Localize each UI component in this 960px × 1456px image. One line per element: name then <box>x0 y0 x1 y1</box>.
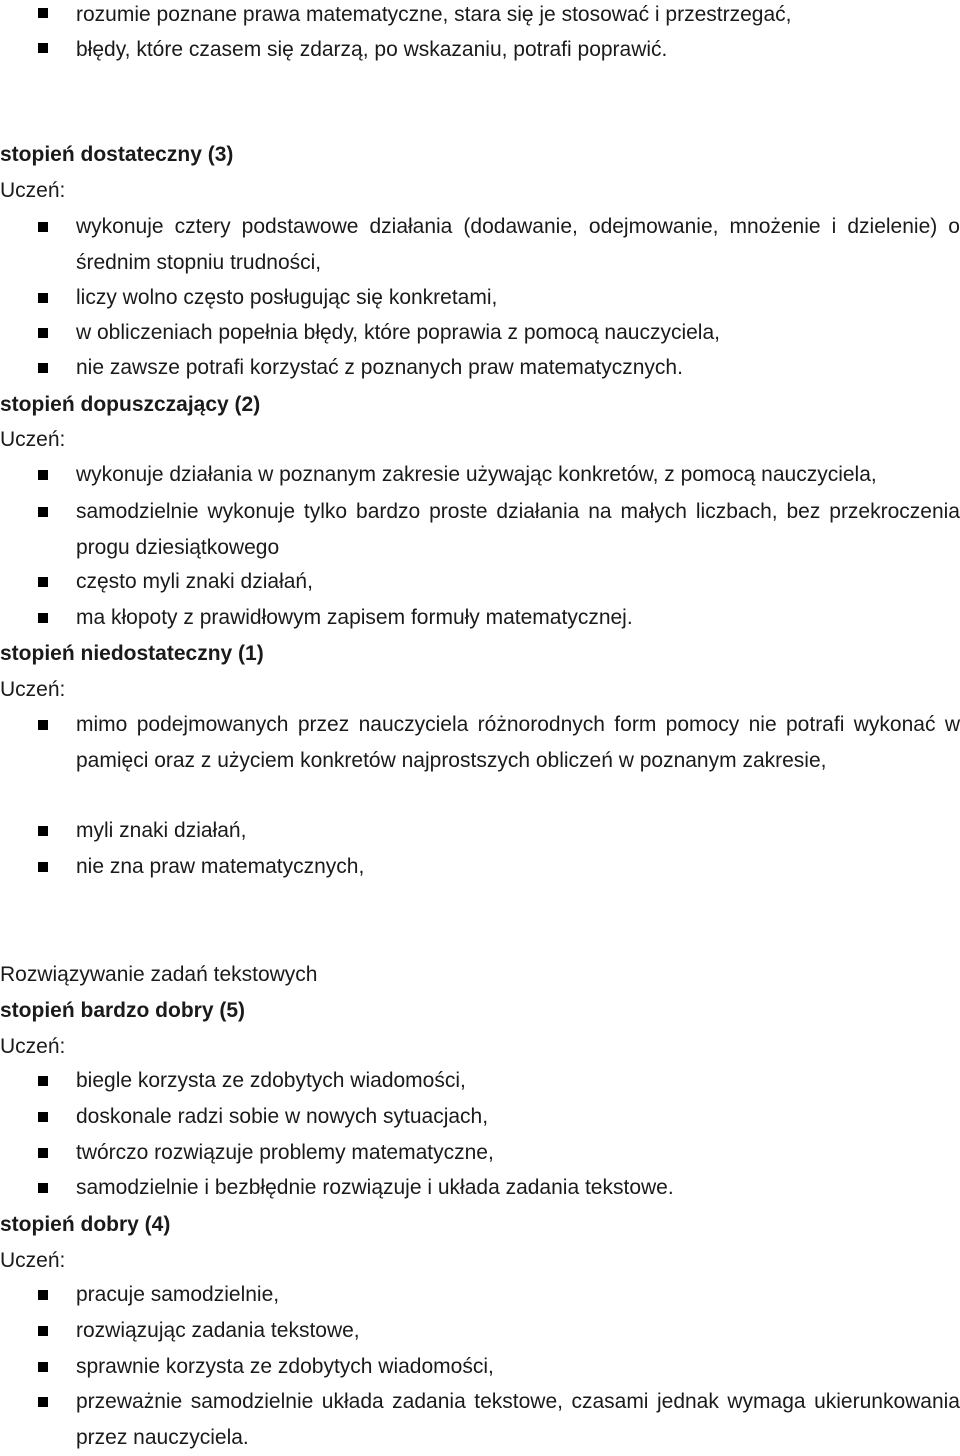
list-item: samodzielnie i bezbłędnie rozwiązuje i układa zadania tekstowe. <box>76 1176 674 1199</box>
bullet-icon <box>38 8 48 18</box>
bullet-icon <box>38 1362 48 1372</box>
bullet-icon <box>38 1112 48 1122</box>
list-item: wykonuje cztery podstawowe działania (dodawanie, odejmowanie, mnożenie i dzielenie) o średnim stopniu trudności, <box>76 215 960 274</box>
list-item: wykonuje działania w poznanym zakresie używając konkretów, z pomocą nauczyciela, <box>76 463 877 486</box>
bullet-icon <box>38 1148 48 1158</box>
list-item: w obliczeniach popełnia błędy, które poprawia z pomocą nauczyciela, <box>76 321 720 344</box>
bullet-icon <box>38 470 48 480</box>
list-item: myli znaki działań, <box>76 819 247 842</box>
grade-heading: stopień bardzo dobry (5) <box>0 999 246 1022</box>
grade-heading: stopień dostateczny (3) <box>0 143 234 166</box>
bullet-icon <box>38 613 48 623</box>
bullet-icon <box>38 826 48 836</box>
bullet-icon <box>38 720 48 730</box>
list-item: nie zna praw matematycznych, <box>76 855 365 878</box>
bullet-icon <box>38 1290 48 1300</box>
bullet-icon <box>38 222 48 232</box>
bullet-icon <box>38 862 48 872</box>
student-label: Uczeń: <box>0 179 66 202</box>
bullet-icon <box>38 363 48 373</box>
student-label: Uczeń: <box>0 1249 66 1272</box>
bullet-icon <box>38 1183 48 1193</box>
list-item: rozwiązując zadania tekstowe, <box>76 1319 360 1342</box>
list-item: rozumie poznane prawa matematyczne, stara się je stosować i przestrzegać, <box>76 3 792 26</box>
list-item: twórczo rozwiązuje problemy matematyczne, <box>76 1141 494 1164</box>
list-item: błędy, które czasem się zdarzą, po wskazaniu, potrafi poprawić. <box>76 38 668 61</box>
list-item: nie zawsze potrafi korzystać z poznanych praw matematycznych. <box>76 356 683 379</box>
list-item: doskonale radzi sobie w nowych sytuacjach, <box>76 1105 489 1128</box>
list-item: ma kłopoty z prawidłowym zapisem formuły matematycznej. <box>76 606 633 629</box>
list-item: przeważnie samodzielnie układa zadania tekstowe, czasami jednak wymaga ukierunkowania przez nauczyciela. <box>76 1390 960 1449</box>
grade-heading: stopień dobry (4) <box>0 1213 171 1236</box>
bullet-icon <box>38 507 48 517</box>
bullet-icon <box>38 293 48 303</box>
bullet-icon <box>38 328 48 338</box>
bullet-icon <box>38 43 48 53</box>
grade-heading: stopień dopuszczający (2) <box>0 393 261 416</box>
list-item: biegle korzysta ze zdobytych wiadomości, <box>76 1069 466 1092</box>
section-title: Rozwiązywanie zadań tekstowych <box>0 963 318 986</box>
bullet-icon <box>38 1397 48 1407</box>
list-item: samodzielnie wykonuje tylko bardzo proste działania na małych liczbach, bez przekroczenia progu dziesiątkowego <box>76 500 960 559</box>
list-item: pracuje samodzielnie, <box>76 1283 280 1306</box>
student-label: Uczeń: <box>0 1035 66 1058</box>
list-item: liczy wolno często posługując się konkretami, <box>76 286 498 309</box>
student-label: Uczeń: <box>0 428 66 451</box>
list-item: mimo podejmowanych przez nauczyciela różnorodnych form pomocy nie potrafi wykonać w pamięci oraz z użyciem konkretów najprostszych obliczeń w poznanym zakresie, <box>76 713 960 772</box>
list-item: często myli znaki działań, <box>76 570 313 593</box>
student-label: Uczeń: <box>0 678 66 701</box>
grade-heading: stopień niedostateczny (1) <box>0 642 264 665</box>
bullet-icon <box>38 577 48 587</box>
list-item: sprawnie korzysta ze zdobytych wiadomości, <box>76 1355 494 1378</box>
bullet-icon <box>38 1076 48 1086</box>
bullet-icon <box>38 1326 48 1336</box>
